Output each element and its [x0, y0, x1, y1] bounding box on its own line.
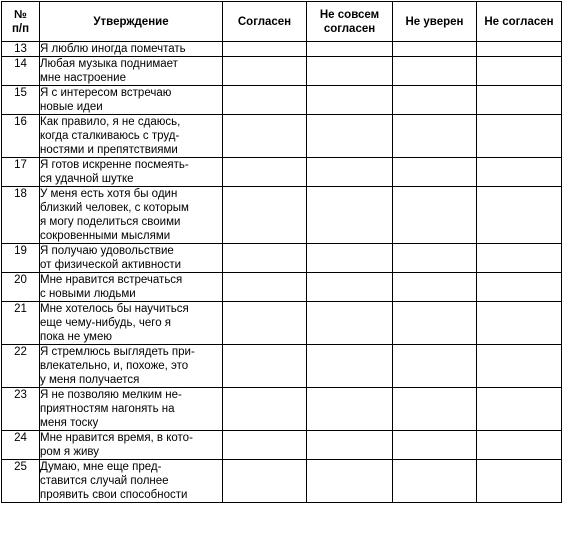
unsure-cell[interactable] [393, 86, 477, 115]
disagree-cell[interactable] [477, 460, 562, 503]
disagree-cell[interactable] [477, 431, 562, 460]
row-number: 15 [2, 86, 40, 115]
questionnaire-table [1, 1, 562, 503]
table-row [2, 460, 562, 503]
statement-text-line: ром я живу [40, 446, 100, 458]
header-number [2, 2, 40, 42]
agree-cell[interactable] [223, 345, 307, 388]
row-number: 21 [2, 302, 40, 345]
header-unsure: Не уверен [393, 2, 477, 42]
statement-cell [40, 158, 223, 187]
table-header-row [2, 2, 562, 42]
header-disagree: Не согласен [477, 2, 562, 42]
statement-text-line: проявить свои способности [40, 489, 188, 501]
not-quite-agree-cell[interactable] [307, 273, 393, 302]
statement-cell [40, 115, 223, 158]
statement-text-line: у меня получается [40, 374, 140, 386]
not-quite-agree-cell[interactable] [307, 388, 393, 431]
disagree-cell[interactable] [477, 57, 562, 86]
table-row [2, 115, 562, 158]
statement-text-line: Как правило, я не сдаюсь, [40, 116, 181, 128]
agree-cell[interactable] [223, 302, 307, 345]
unsure-cell[interactable] [393, 244, 477, 273]
row-number: 18 [2, 187, 40, 244]
row-number: 17 [2, 158, 40, 187]
not-quite-agree-cell[interactable] [307, 42, 393, 57]
table-row [2, 273, 562, 302]
statement-text-line: Мне хотелось бы научиться [40, 303, 189, 315]
row-number: 22 [2, 345, 40, 388]
agree-cell[interactable] [223, 431, 307, 460]
row-number: 23 [2, 388, 40, 431]
disagree-cell[interactable] [477, 273, 562, 302]
unsure-cell[interactable] [393, 115, 477, 158]
statement-text-line: еще чему-нибудь, чего я [40, 317, 172, 329]
agree-cell[interactable] [223, 42, 307, 57]
statement-text-line: У меня есть хотя бы один [40, 188, 178, 200]
statement-text-line: пока не умею [40, 331, 112, 343]
statement-text-line: меня тоску [40, 417, 99, 429]
not-quite-agree-cell[interactable] [307, 431, 393, 460]
disagree-cell[interactable] [477, 187, 562, 244]
statement-cell [40, 42, 223, 57]
disagree-cell[interactable] [477, 388, 562, 431]
not-quite-agree-cell[interactable] [307, 187, 393, 244]
statement-cell [40, 86, 223, 115]
row-number: 20 [2, 273, 40, 302]
header-statement: Утверждение [40, 2, 223, 42]
header-not-quite-line1: Не совсем [319, 8, 380, 21]
unsure-cell[interactable] [393, 273, 477, 302]
table-row [2, 86, 562, 115]
statement-text-line: когда сталкиваюсь с труд- [40, 130, 180, 142]
header-number-symbol: № [14, 8, 27, 21]
statement-cell [40, 273, 223, 302]
disagree-cell[interactable] [477, 115, 562, 158]
agree-cell[interactable] [223, 244, 307, 273]
row-number: 16 [2, 115, 40, 158]
not-quite-agree-cell[interactable] [307, 158, 393, 187]
statement-cell [40, 345, 223, 388]
statement-cell [40, 57, 223, 86]
header-not-quite-agree [307, 2, 393, 42]
agree-cell[interactable] [223, 187, 307, 244]
statement-cell [40, 460, 223, 503]
table-row [2, 345, 562, 388]
agree-cell[interactable] [223, 273, 307, 302]
unsure-cell[interactable] [393, 158, 477, 187]
statement-text-line: Я готов искренне посмеять- [40, 159, 189, 171]
statement-text-line: Я получаю удовольствие [40, 245, 174, 257]
agree-cell[interactable] [223, 460, 307, 503]
agree-cell[interactable] [223, 57, 307, 86]
table-row [2, 187, 562, 244]
statement-text-line: с новыми людьми [40, 288, 136, 300]
table-row [2, 42, 562, 57]
unsure-cell[interactable] [393, 187, 477, 244]
table-body [2, 42, 562, 503]
statement-text-line: от физической активности [40, 259, 182, 271]
table-row [2, 388, 562, 431]
statement-text-line: близкий человек, с которым [40, 202, 189, 214]
unsure-cell[interactable] [393, 460, 477, 503]
not-quite-agree-cell[interactable] [307, 244, 393, 273]
not-quite-agree-cell[interactable] [307, 345, 393, 388]
unsure-cell[interactable] [393, 431, 477, 460]
not-quite-agree-cell[interactable] [307, 57, 393, 86]
row-number: 24 [2, 431, 40, 460]
agree-cell[interactable] [223, 158, 307, 187]
unsure-cell[interactable] [393, 57, 477, 86]
statement-cell [40, 244, 223, 273]
table-row [2, 431, 562, 460]
statement-text-line: Думаю, мне еще пред- [40, 461, 162, 473]
disagree-cell[interactable] [477, 244, 562, 273]
statement-cell [40, 302, 223, 345]
header-not-quite-line2: согласен [323, 22, 376, 35]
not-quite-agree-cell[interactable] [307, 86, 393, 115]
not-quite-agree-cell[interactable] [307, 460, 393, 503]
statement-text-line: ставится случай полнее [40, 475, 169, 487]
disagree-cell[interactable] [477, 302, 562, 345]
table-row [2, 244, 562, 273]
statement-text-line: Любая музыка поднимает [40, 58, 178, 70]
row-number: 13 [2, 42, 40, 57]
agree-cell[interactable] [223, 388, 307, 431]
unsure-cell[interactable] [393, 302, 477, 345]
table-row [2, 302, 562, 345]
disagree-cell[interactable] [477, 86, 562, 115]
disagree-cell[interactable] [477, 158, 562, 187]
statement-cell [40, 388, 223, 431]
unsure-cell[interactable] [393, 42, 477, 57]
statement-text-line: приятностям нагонять на [40, 403, 175, 415]
statement-text-line: Мне нравится время, в кото- [40, 432, 193, 444]
table-row [2, 158, 562, 187]
statement-text-line: Я с интересом встречаю [40, 87, 172, 99]
statement-cell [40, 431, 223, 460]
statement-text-line: Я стремлюсь выглядеть при- [40, 346, 195, 358]
unsure-cell[interactable] [393, 345, 477, 388]
agree-cell[interactable] [223, 86, 307, 115]
statement-text-line: мне настроение [40, 72, 126, 84]
row-number: 25 [2, 460, 40, 503]
row-number: 19 [2, 244, 40, 273]
statement-text-line: Я люблю иногда помечтать [40, 43, 186, 55]
disagree-cell[interactable] [477, 345, 562, 388]
header-agree: Согласен [223, 2, 307, 42]
header-number-abbr: п/п [11, 22, 30, 35]
agree-cell[interactable] [223, 115, 307, 158]
statement-text-line: Я не позволяю мелким не- [40, 389, 182, 401]
unsure-cell[interactable] [393, 388, 477, 431]
table-row [2, 57, 562, 86]
not-quite-agree-cell[interactable] [307, 115, 393, 158]
statement-cell [40, 187, 223, 244]
statement-text-line: Мне нравится встречаться [40, 274, 183, 286]
disagree-cell[interactable] [477, 42, 562, 57]
row-number: 14 [2, 57, 40, 86]
statement-text-line: сокровенными мыслями [40, 230, 171, 242]
statement-text-line: ностями и препятствиями [40, 144, 178, 156]
statement-text-line: я могу поделиться своими [40, 216, 181, 228]
statement-text-line: влекательно, и, похоже, это [40, 360, 189, 372]
statement-text-line: новые идеи [40, 101, 103, 113]
not-quite-agree-cell[interactable] [307, 302, 393, 345]
statement-text-line: ся удачной шутке [40, 173, 134, 185]
